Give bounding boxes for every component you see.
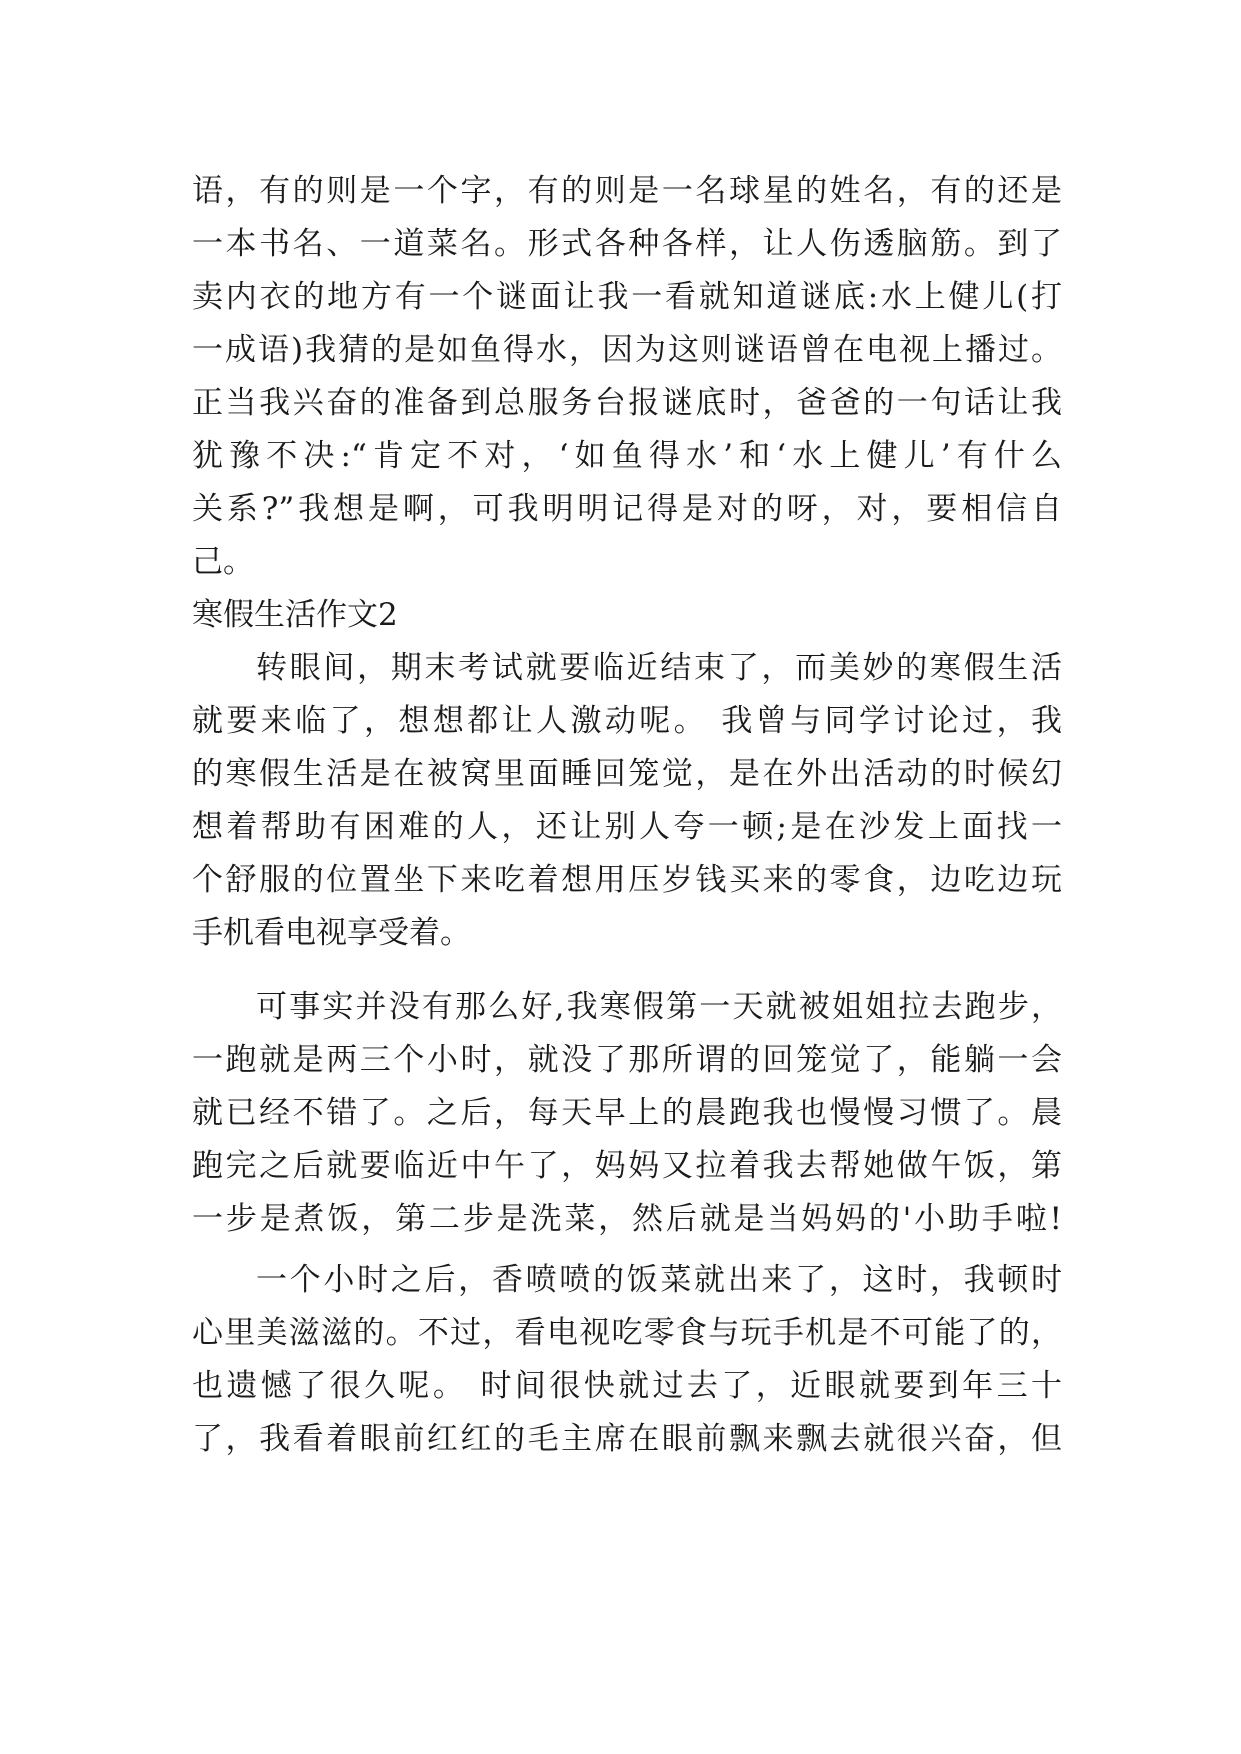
paragraph-line: 一跑就是两三个小时，就没了那所谓的回笼觉了，能躺一会 — [192, 1042, 1062, 1078]
paragraph-line: 正当我兴奋的准备到总服务台报谜底时，爸爸的一句话让我 — [192, 385, 1062, 421]
paragraph-line: 想着帮助有困难的人，还让别人夸一顿;是在沙发上面找一 — [192, 809, 1062, 845]
paragraph-line: 犹豫不决:“肯定不对，‘如鱼得水’和‘水上健儿’有什么 — [192, 438, 1062, 474]
paragraph-line: 手机看电视享受着。 — [192, 915, 471, 951]
paragraph-line: 也遗憾了很久呢。 时间很快就过去了，近眼就要到年三十 — [192, 1368, 1062, 1404]
paragraph-line: 语，有的则是一个字，有的则是一名球星的姓名，有的还是 — [192, 173, 1062, 209]
paragraph-line: 关系?”我想是啊，可我明明记得是对的呀，对，要相信自 — [192, 491, 1062, 527]
section-heading: 寒假生活作文2 — [192, 597, 398, 633]
paragraph-line: 一成语)我猜的是如鱼得水，因为这则谜语曾在电视上播过。 — [192, 332, 1062, 368]
paragraph-line: 可事实并没有那么好,我寒假第一天就被姐姐拉去跑步， — [256, 989, 1062, 1025]
paragraph-line: 就要来临了，想想都让人激动呢。 我曾与同学讨论过，我 — [192, 703, 1062, 739]
paragraph-line: 跑完之后就要临近中午了，妈妈又拉着我去帮她做午饭，第 — [192, 1148, 1062, 1184]
paragraph-line: 个舒服的位置坐下来吃着想用压岁钱买来的零食，边吃边玩 — [192, 862, 1062, 898]
paragraph-line: 一个小时之后，香喷喷的饭菜就出来了，这时，我顿时 — [256, 1262, 1062, 1298]
paragraph-line: 卖内衣的地方有一个谜面让我一看就知道谜底:水上健儿(打 — [192, 279, 1062, 315]
paragraph-line: 了，我看着眼前红红的毛主席在眼前飘来飘去就很兴奋，但 — [192, 1421, 1062, 1457]
paragraph-line: 心里美滋滋的。不过，看电视吃零食与玩手机是不可能了的， — [192, 1315, 1062, 1351]
paragraph-line: 己。 — [192, 544, 254, 580]
paragraph-line: 就已经不错了。之后，每天早上的晨跑我也慢慢习惯了。晨 — [192, 1095, 1062, 1131]
paragraph-line: 转眼间，期末考试就要临近结束了，而美妙的寒假生活 — [256, 650, 1062, 686]
paragraph-line: 一步是煮饭，第二步是洗菜，然后就是当妈妈的'小助手啦! — [192, 1201, 1062, 1237]
paragraph-line: 一本书名、一道菜名。形式各种各样，让人伤透脑筋。到了 — [192, 226, 1062, 262]
paragraph-line: 的寒假生活是在被窝里面睡回笼觉，是在外出活动的时候幻 — [192, 756, 1062, 792]
